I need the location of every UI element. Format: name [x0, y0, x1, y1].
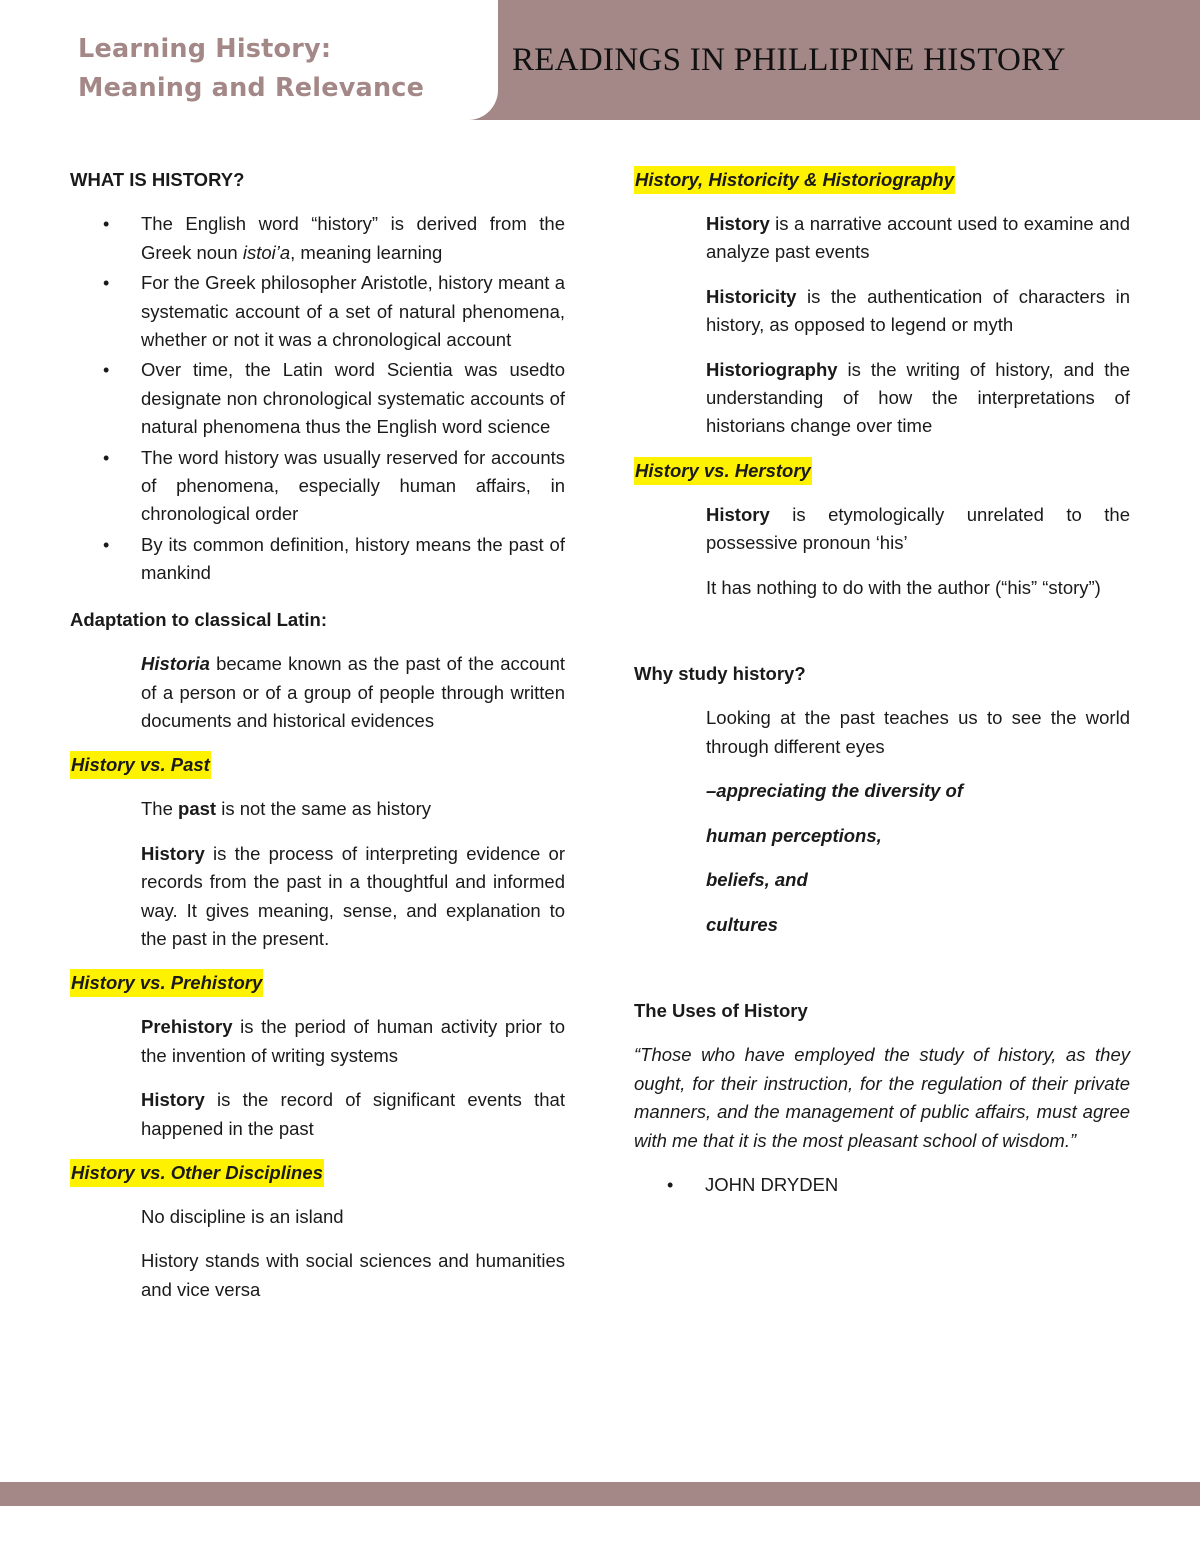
paragraph	[141, 650, 565, 735]
paragraph	[141, 840, 565, 954]
paragraph	[141, 1013, 565, 1070]
emphasis-line: –appreciating the diversity of	[706, 780, 964, 802]
paragraph: No discipline is an island	[141, 1205, 344, 1227]
term: Historia	[141, 653, 210, 675]
paragraph	[706, 501, 1130, 558]
heading-wrap	[70, 1159, 565, 1187]
section-heading-history-vs-past: History vs. Past	[70, 751, 211, 779]
heading-wrap	[634, 457, 1130, 485]
list-item: • For the Greek philosopher Aristotle, history meant a systematic account of a set of natural phenomena, whether or not it was a chronological account	[70, 269, 565, 354]
document-subtitle	[78, 30, 424, 108]
list-item: • Over time, the Latin word Scientia was usedto designate non chronological systematic accounts of natural phenomena thus the English word science	[70, 356, 565, 441]
term: Historiography	[706, 358, 838, 380]
greek-term: istoi’a	[242, 241, 291, 263]
term: Historicity	[706, 285, 797, 307]
term: History	[141, 842, 205, 864]
text: The	[141, 798, 179, 820]
right-column	[634, 166, 1130, 1215]
left-column	[70, 166, 565, 1320]
section-heading-herstory: History vs. Herstory	[634, 457, 812, 485]
bullet-list	[70, 210, 565, 587]
text: is the authentication of characters in history, as opposed to legend or myth	[706, 285, 1130, 336]
term: Prehistory	[141, 1016, 233, 1038]
paragraph: Looking at the past teaches us to see the world through different eyes	[706, 707, 1130, 757]
heading-wrap	[70, 751, 565, 779]
text: is the writing of history, and the understanding of how the interpretations of historians change over time	[706, 358, 1130, 437]
text: The English word “history” is derived from the Greek noun	[141, 213, 565, 263]
text: is the period of human activity prior to the invention of writing systems	[141, 1016, 565, 1066]
footer-band	[0, 1482, 1200, 1506]
paragraph	[706, 283, 1130, 340]
section-heading-history-vs-prehistory: History vs. Prehistory	[70, 969, 263, 997]
text: became known as the past of the account of a person or of a group of people through written documents and historical evidences	[141, 653, 565, 731]
paragraph: History stands with social sciences and humanities and vice versa	[141, 1250, 565, 1300]
paragraph	[141, 1086, 565, 1143]
heading-wrap	[634, 166, 1130, 194]
bullet-list	[634, 1171, 1130, 1199]
section-heading-what-is-history: WHAT IS HISTORY?	[70, 169, 245, 190]
paragraph	[141, 795, 565, 823]
term: History	[706, 213, 770, 234]
subtitle-line-2: Meaning and Relevance	[78, 73, 425, 103]
list-item	[70, 210, 565, 267]
document-title: READINGS IN PHILLIPINE HISTORY	[512, 42, 1066, 78]
emphasis-line: beliefs, and	[706, 869, 808, 891]
emphasis-line: human perceptions,	[706, 824, 882, 846]
section-heading-why-study: Why study history?	[634, 663, 806, 685]
list-item: • The word history was usually reserved for accounts of phenomena, especially human affairs, in chronological order	[70, 444, 565, 529]
quote-author: • JOHN DRYDEN	[634, 1171, 1130, 1199]
text: is not the same as history	[216, 798, 431, 820]
subtitle-line-1: Learning History:	[78, 34, 332, 64]
text: , meaning learning	[290, 241, 443, 263]
paragraph	[706, 210, 1130, 267]
term: past	[178, 798, 217, 820]
text: is a narrative account used to examine and analyze past events	[706, 213, 1130, 263]
term: History	[706, 503, 770, 525]
text: is etymologically unrelated to the possessive pronoun ‘his’	[706, 503, 1130, 554]
quote: “Those who have employed the study of history, as they ought, for their instruction, for the regulation of their private manners, and the management of public affairs, must agree with me that it is the most pleasant school of wisdom.”	[634, 1044, 1130, 1151]
text: is the process of interpreting evidence or records from the past in a thoughtful and informed way. It gives meaning, sense, and explanation to the past in the present.	[141, 842, 565, 949]
term: History	[141, 1089, 205, 1111]
section-heading-history-vs-disciplines: History vs. Other Disciplines	[70, 1159, 324, 1187]
paragraph	[706, 356, 1130, 441]
paragraph: It has nothing to do with the author (“his” “story”)	[706, 576, 1101, 598]
list-item: • By its common definition, history means the past of mankind	[70, 531, 565, 588]
section-heading-adaptation: Adaptation to classical Latin:	[70, 608, 327, 630]
section-heading-hhh: History, Historicity & Historiography	[634, 166, 955, 194]
emphasis-line: cultures	[706, 913, 778, 935]
text: is the record of significant events that happened in the past	[141, 1089, 565, 1139]
heading-wrap	[70, 969, 565, 997]
section-heading-uses: The Uses of History	[634, 999, 808, 1021]
